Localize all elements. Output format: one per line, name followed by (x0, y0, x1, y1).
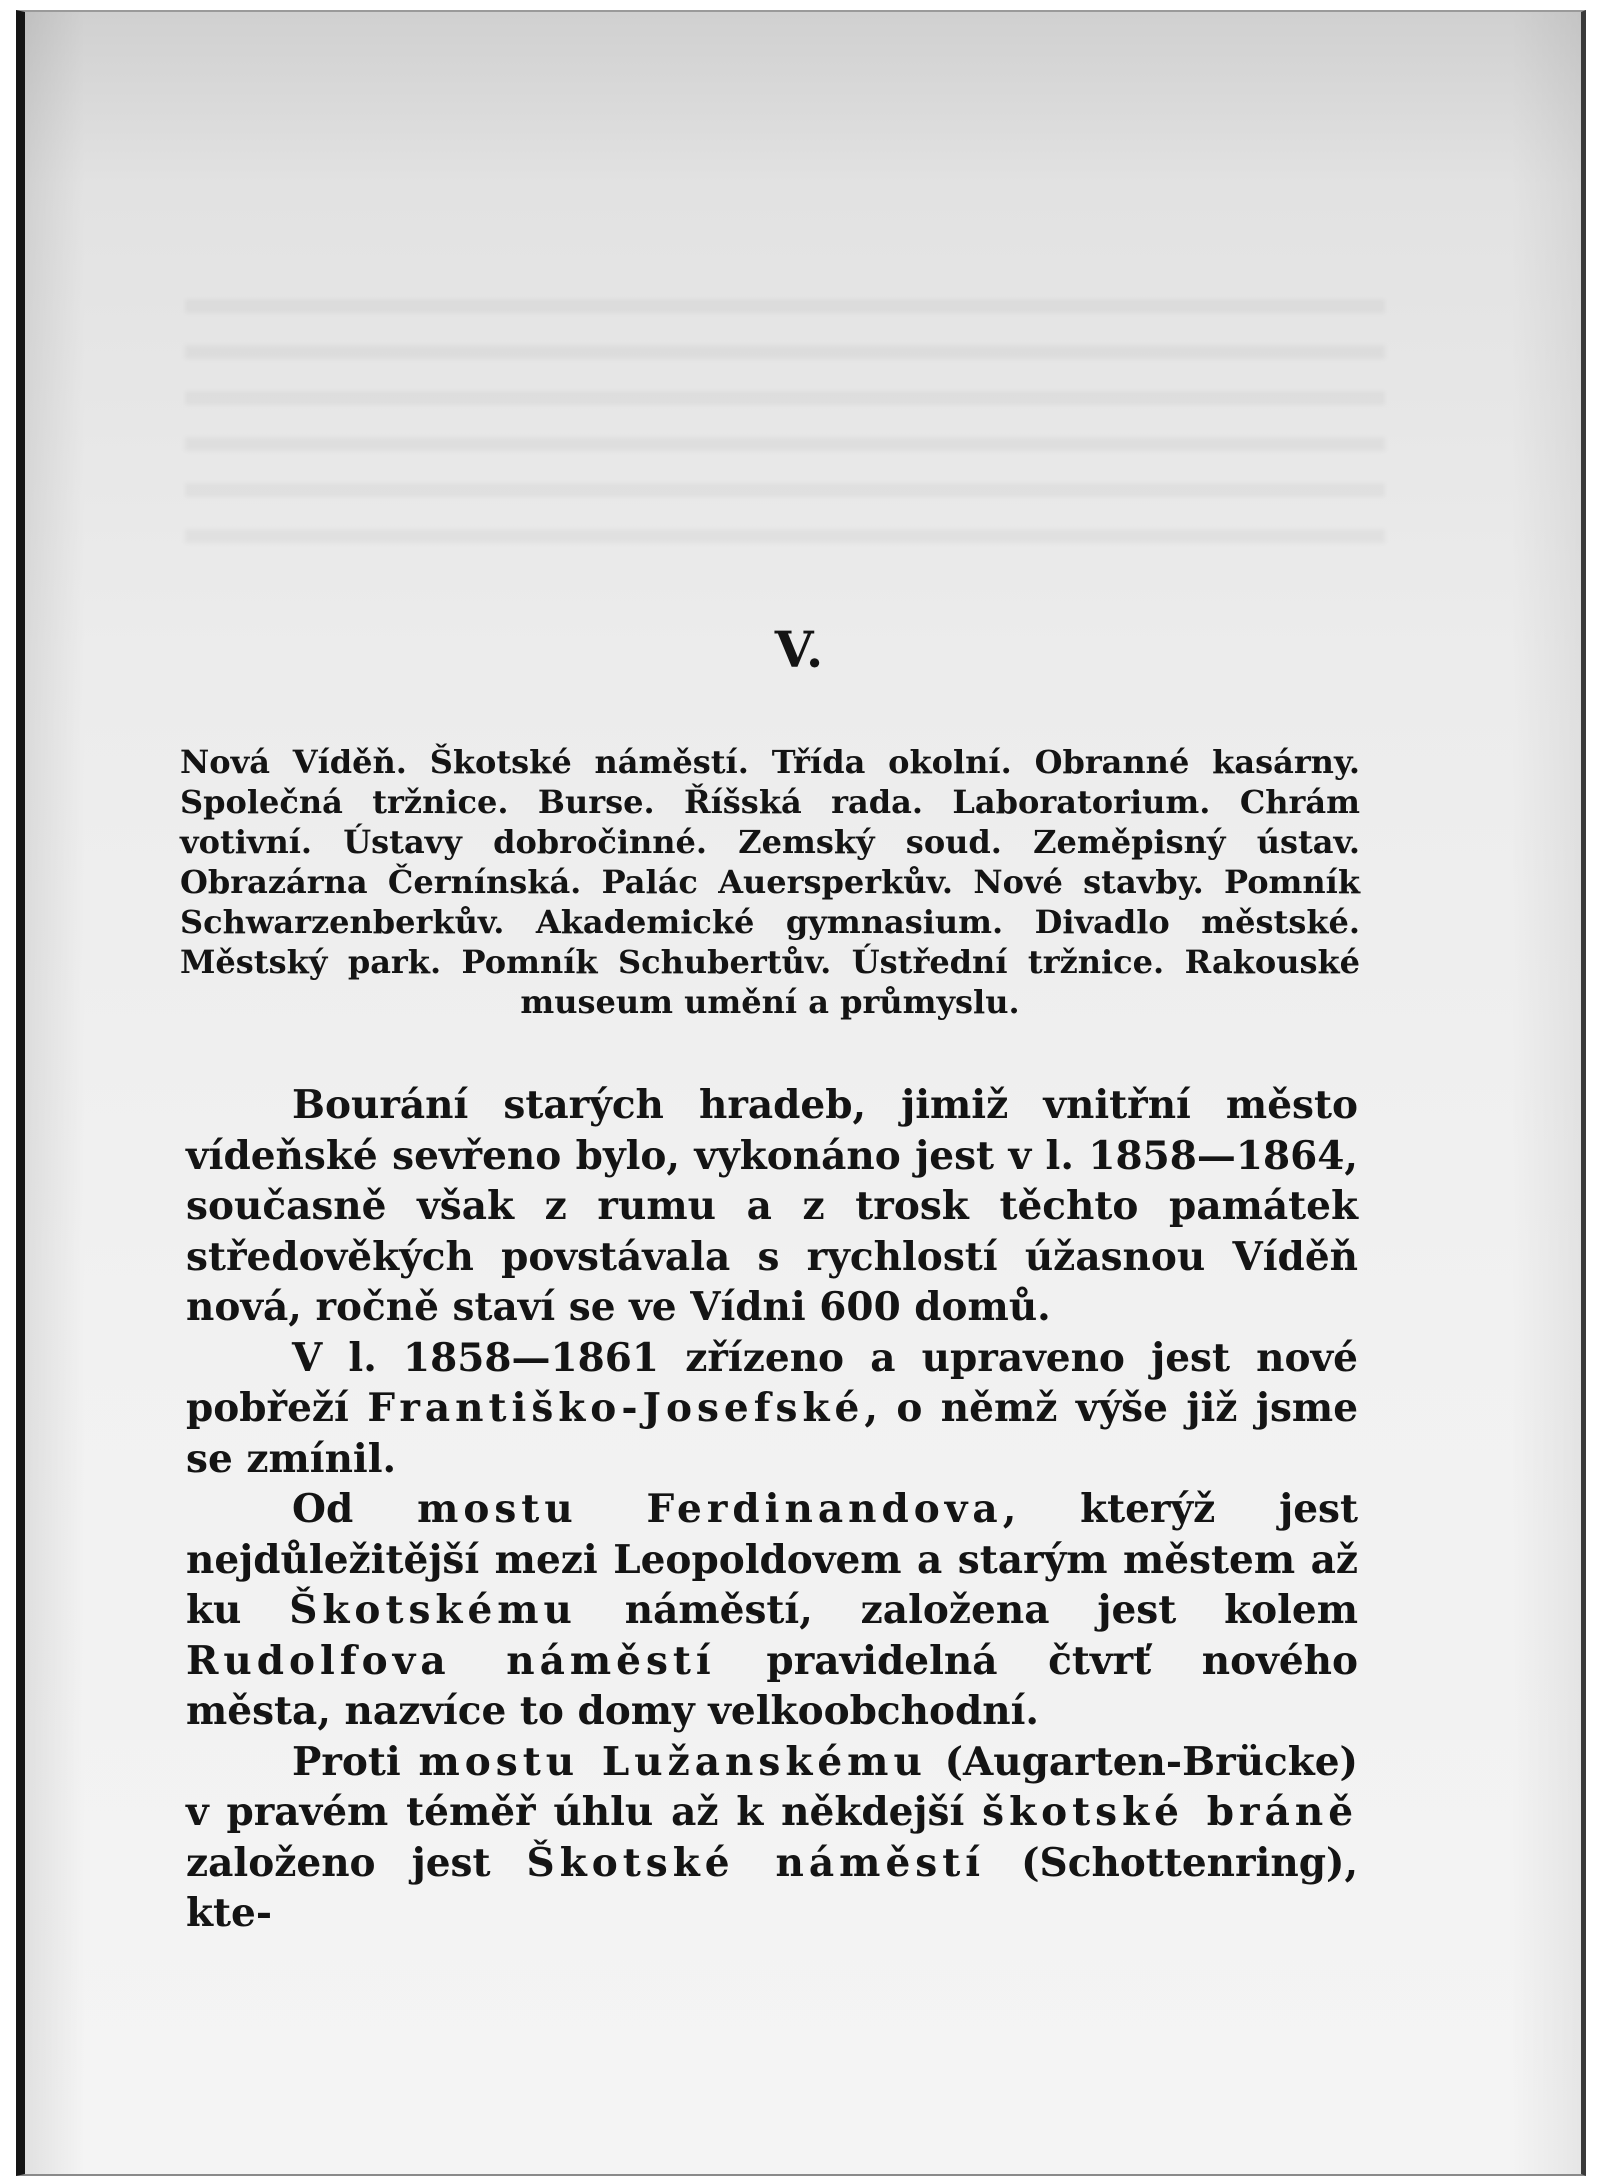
emphasis-skotske-namesti: Škotské náměstí (526, 1839, 986, 1886)
paragraph-1: Bourání starých hradeb, jimiž vnitřní město vídeňské sevřeno bylo, vykonáno jest v l. 1858—1864, současně však z rumu a z trosk těchto památek středověkých povstávala s rychlostí úžasnou Víděň nová, ročně staví se ve Vídni 600 domů. (186, 1082, 1358, 1330)
emphasis-frantisko-josefske: Františko-Josefské (367, 1385, 865, 1431)
page-edge-shadow (1511, 12, 1581, 2174)
paragraph-3-text-c: náměstí, založena jest kolem (624, 1587, 1359, 1633)
paragraph-4 (186, 1737, 1358, 1939)
emphasis-mostu-luzanskemu: mostu Lužanskému (418, 1738, 927, 1785)
paragraph-4-text-a: Proti (292, 1738, 401, 1785)
body-text (186, 1080, 1358, 1939)
show-through-text-from-reverse (185, 267, 1385, 567)
paragraph-2-text-a: V l. 1858—1861 zřízeno a upraveno jest nové pobřeží (186, 1334, 1358, 1431)
emphasis-mostu-ferdinandova: mostu Ferdinandova (417, 1486, 1003, 1532)
emphasis-rudolfova-namesti: Rudolfova náměstí (186, 1637, 716, 1684)
paragraph-3-text-a: Od (292, 1486, 354, 1532)
paragraph-3-text-b: , kterýž jest nejdůležitější mezi Leopoldovem a starým městem až ku (186, 1486, 1358, 1633)
paragraph-4-text-d: (Schottenring), kte- (186, 1839, 1359, 1936)
paragraph-3 (186, 1484, 1358, 1737)
paragraph-4-text-c: založeno jest (186, 1839, 491, 1886)
paragraph-2 (186, 1333, 1358, 1485)
paragraph-3-text-d: pravidelná čtvrť nového města, nazvíce to domy velkoobchodní. (186, 1637, 1359, 1734)
chapter-summary: Nová Víděň. Škotské náměstí. Třída okolní. Obranné kasárny. Společná tržnice. Burse. Říšská rada. Laboratorium. Chrám votivní. Ústavy dobročinné. Zemský soud. Zeměpisný ústav. Obrazárna Černínská. Palác Auersperkův. Nové stavby. Pomník Schwarzenberkův. Akademické gymnasium. Divadlo městské. Městský park. Pomník Schubertův. Ústřední tržnice. Rakouské museum umění a průmyslu. (180, 743, 1360, 1021)
page-gutter-shadow (25, 12, 85, 2174)
paragraph-4-text-b: (Augarten-Brücke) v pravém téměř úhlu až k někdejší (186, 1738, 1359, 1835)
emphasis-skotskemu: Škotskému (289, 1587, 577, 1633)
emphasis-skotske-brane: škotské bráně (982, 1789, 1359, 1835)
paragraph-2-text-b: , o němž výše již jsme se zmínil. (186, 1385, 1359, 1482)
chapter-heading: V. (774, 620, 825, 679)
